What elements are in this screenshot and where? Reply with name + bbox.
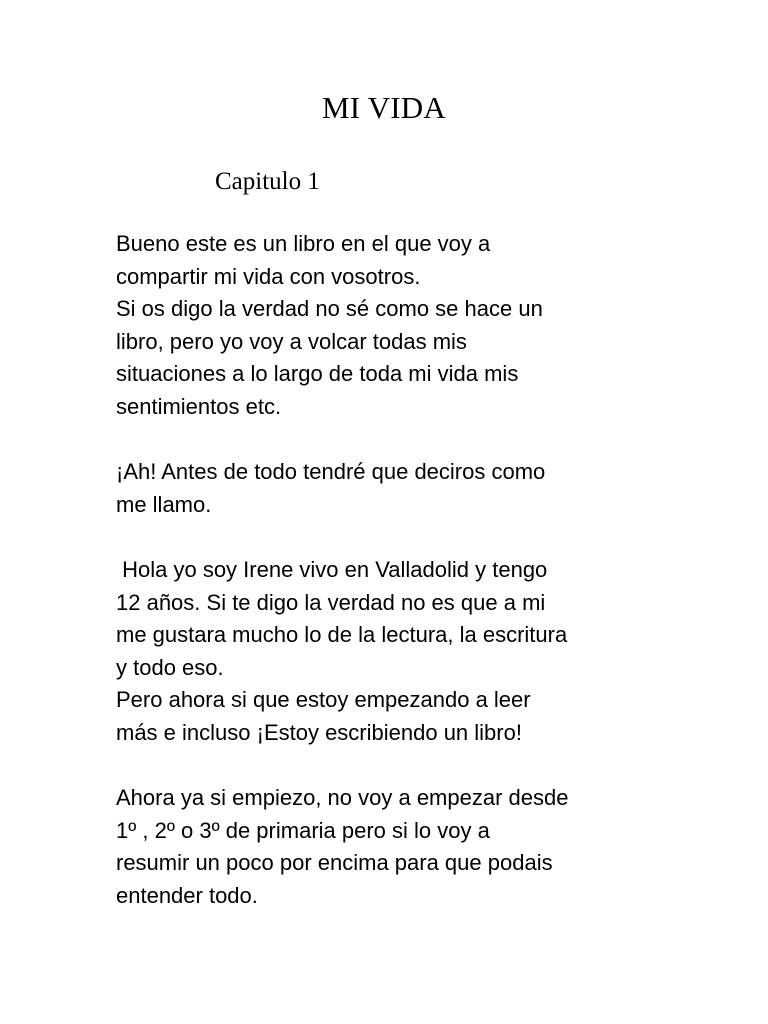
text-line: situaciones a lo largo de toda mi vida mis (116, 361, 519, 387)
paragraph-gap (116, 750, 656, 783)
text-line: me gustara mucho lo de la lectura, la escritura (116, 622, 568, 648)
paragraph-intro (116, 228, 656, 424)
text-line: ¡Ah! Antes de todo tendré que deciros como (116, 459, 546, 485)
text-line: Pero ahora si que estoy empezando a leer (116, 687, 531, 713)
paragraph-start (116, 782, 656, 912)
paragraph-name-intro (116, 456, 656, 521)
text-line: compartir mi vida con vosotros. (116, 263, 421, 289)
paragraph-gap (116, 424, 656, 457)
text-line: Hola yo soy Irene vivo en Valladolid y tengo (116, 556, 548, 582)
text-line: Si os digo la verdad no sé como se hace un (116, 296, 543, 322)
text-line: Ahora ya si empiezo, no voy a empezar desde (116, 785, 569, 811)
text-line: resumir un poco por encima para que podais (116, 850, 553, 876)
paragraph-about-me (116, 554, 656, 750)
text-line: y todo eso. (116, 654, 224, 680)
text-line: 12 años. Si te digo la verdad no es que a mi (116, 589, 546, 615)
text-line: sentimientos etc. (116, 393, 282, 419)
text-line: 1º , 2º o 3º de primaria pero si lo voy a (116, 817, 490, 843)
document-title: MI VIDA (322, 90, 446, 125)
body-text (116, 228, 656, 912)
text-line: Bueno este es un libro en el que voy a (116, 231, 491, 256)
text-line: libro, pero yo voy a volcar todas mis (116, 328, 467, 354)
paragraph-gap (116, 521, 656, 554)
text-line: entender todo. (116, 882, 258, 908)
text-line: más e incluso ¡Estoy escribiendo un libro! (116, 719, 522, 745)
chapter-heading: Capitulo 1 (215, 168, 320, 195)
text-line: me llamo. (116, 491, 212, 517)
